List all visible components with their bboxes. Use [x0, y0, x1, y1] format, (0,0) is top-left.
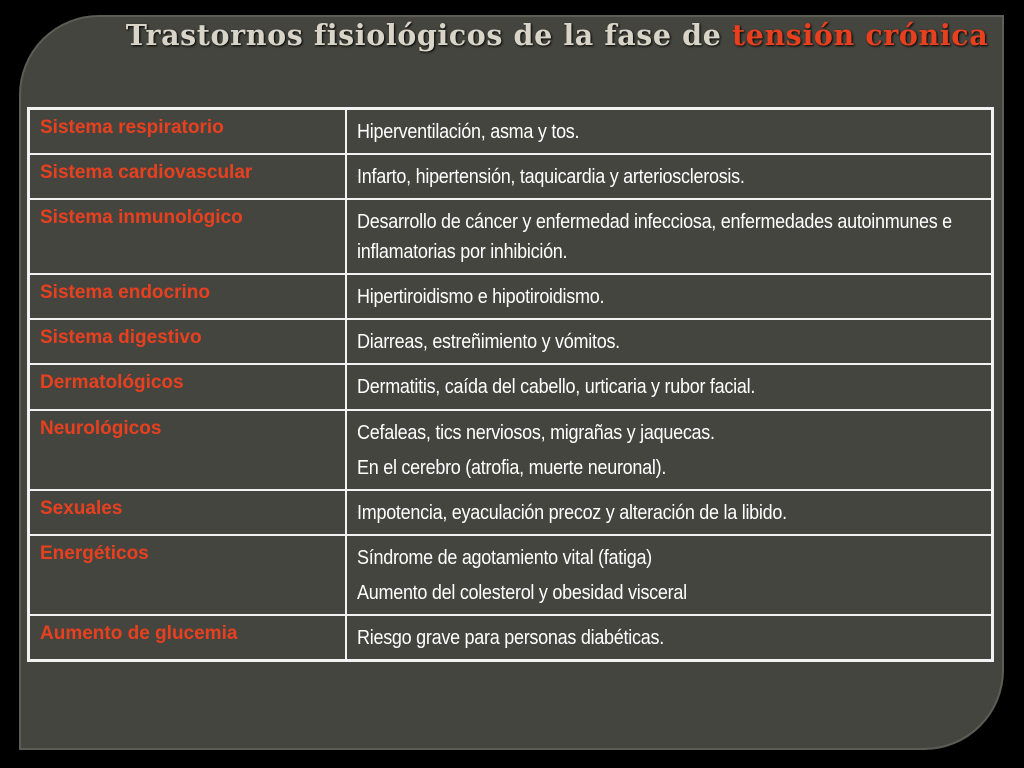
table-row [29, 199, 993, 274]
table-row [29, 535, 993, 615]
description-line: Aumento del colesterol y obesidad visceral [357, 582, 687, 604]
category-cell: Dermatológicos [29, 364, 347, 410]
description-text [357, 623, 980, 653]
table-body [29, 109, 993, 661]
description-cell [346, 615, 993, 661]
description-line: Hiperventilación, asma y tos. [357, 121, 580, 143]
category-cell: Sexuales [29, 490, 347, 535]
description-text [357, 207, 980, 267]
description-line: Hipertiroidismo e hipotiroidismo. [357, 286, 605, 308]
title-accent: tensión crónica [731, 18, 989, 52]
description-line: Diarreas, estreñimiento y vómitos. [357, 331, 620, 353]
description-text [357, 327, 980, 357]
description-text [357, 117, 980, 147]
description-cell [346, 364, 993, 410]
description-cell [346, 490, 993, 535]
table-row [29, 154, 993, 199]
category-cell: Energéticos [29, 535, 347, 615]
description-line: Dermatitis, caída del cabello, urticaria y rubor facial. [357, 376, 756, 398]
table-row [29, 410, 993, 490]
slide-title [0, 18, 1024, 52]
disorders-table [27, 107, 994, 662]
description-cell [346, 274, 993, 319]
description-cell [346, 109, 993, 155]
description-cell [346, 199, 993, 274]
table-row [29, 490, 993, 535]
description-line: Impotencia, eyaculación precoz y alteración de la libido. [357, 502, 787, 524]
description-line: Desarrollo de cáncer y enfermedad infecciosa, enfermedades autoinmunes e inflamatorias por inhibición. [357, 211, 952, 263]
description-line: Riesgo grave para personas diabéticas. [357, 627, 664, 649]
description-cell [346, 410, 993, 490]
category-cell: Sistema endocrino [29, 274, 347, 319]
category-cell: Sistema inmunológico [29, 199, 347, 274]
description-text [357, 162, 980, 192]
description-line: Síndrome de agotamiento vital (fatiga) [357, 547, 652, 569]
description-cell [346, 319, 993, 364]
category-cell: Sistema respiratorio [29, 109, 347, 155]
description-line: Infarto, hipertensión, taquicardia y arteriosclerosis. [357, 166, 745, 188]
title-prefix: Trastornos fisiológicos de la fase de [125, 18, 722, 52]
category-cell: Sistema digestivo [29, 319, 347, 364]
description-text [357, 282, 980, 312]
category-cell: Aumento de glucemia [29, 615, 347, 661]
table-row [29, 615, 993, 661]
description-text [357, 418, 980, 483]
description-cell [346, 154, 993, 199]
table-row [29, 274, 993, 319]
description-text [357, 498, 980, 528]
table-row [29, 109, 993, 155]
description-cell [346, 535, 993, 615]
description-line: En el cerebro (atrofia, muerte neuronal). [357, 457, 667, 479]
category-cell: Neurológicos [29, 410, 347, 490]
category-cell: Sistema cardiovascular [29, 154, 347, 199]
table-row [29, 364, 993, 410]
description-text [357, 372, 980, 402]
description-text [357, 543, 980, 608]
description-line: Cefaleas, tics nerviosos, migrañas y jaquecas. [357, 422, 715, 444]
table-row [29, 319, 993, 364]
